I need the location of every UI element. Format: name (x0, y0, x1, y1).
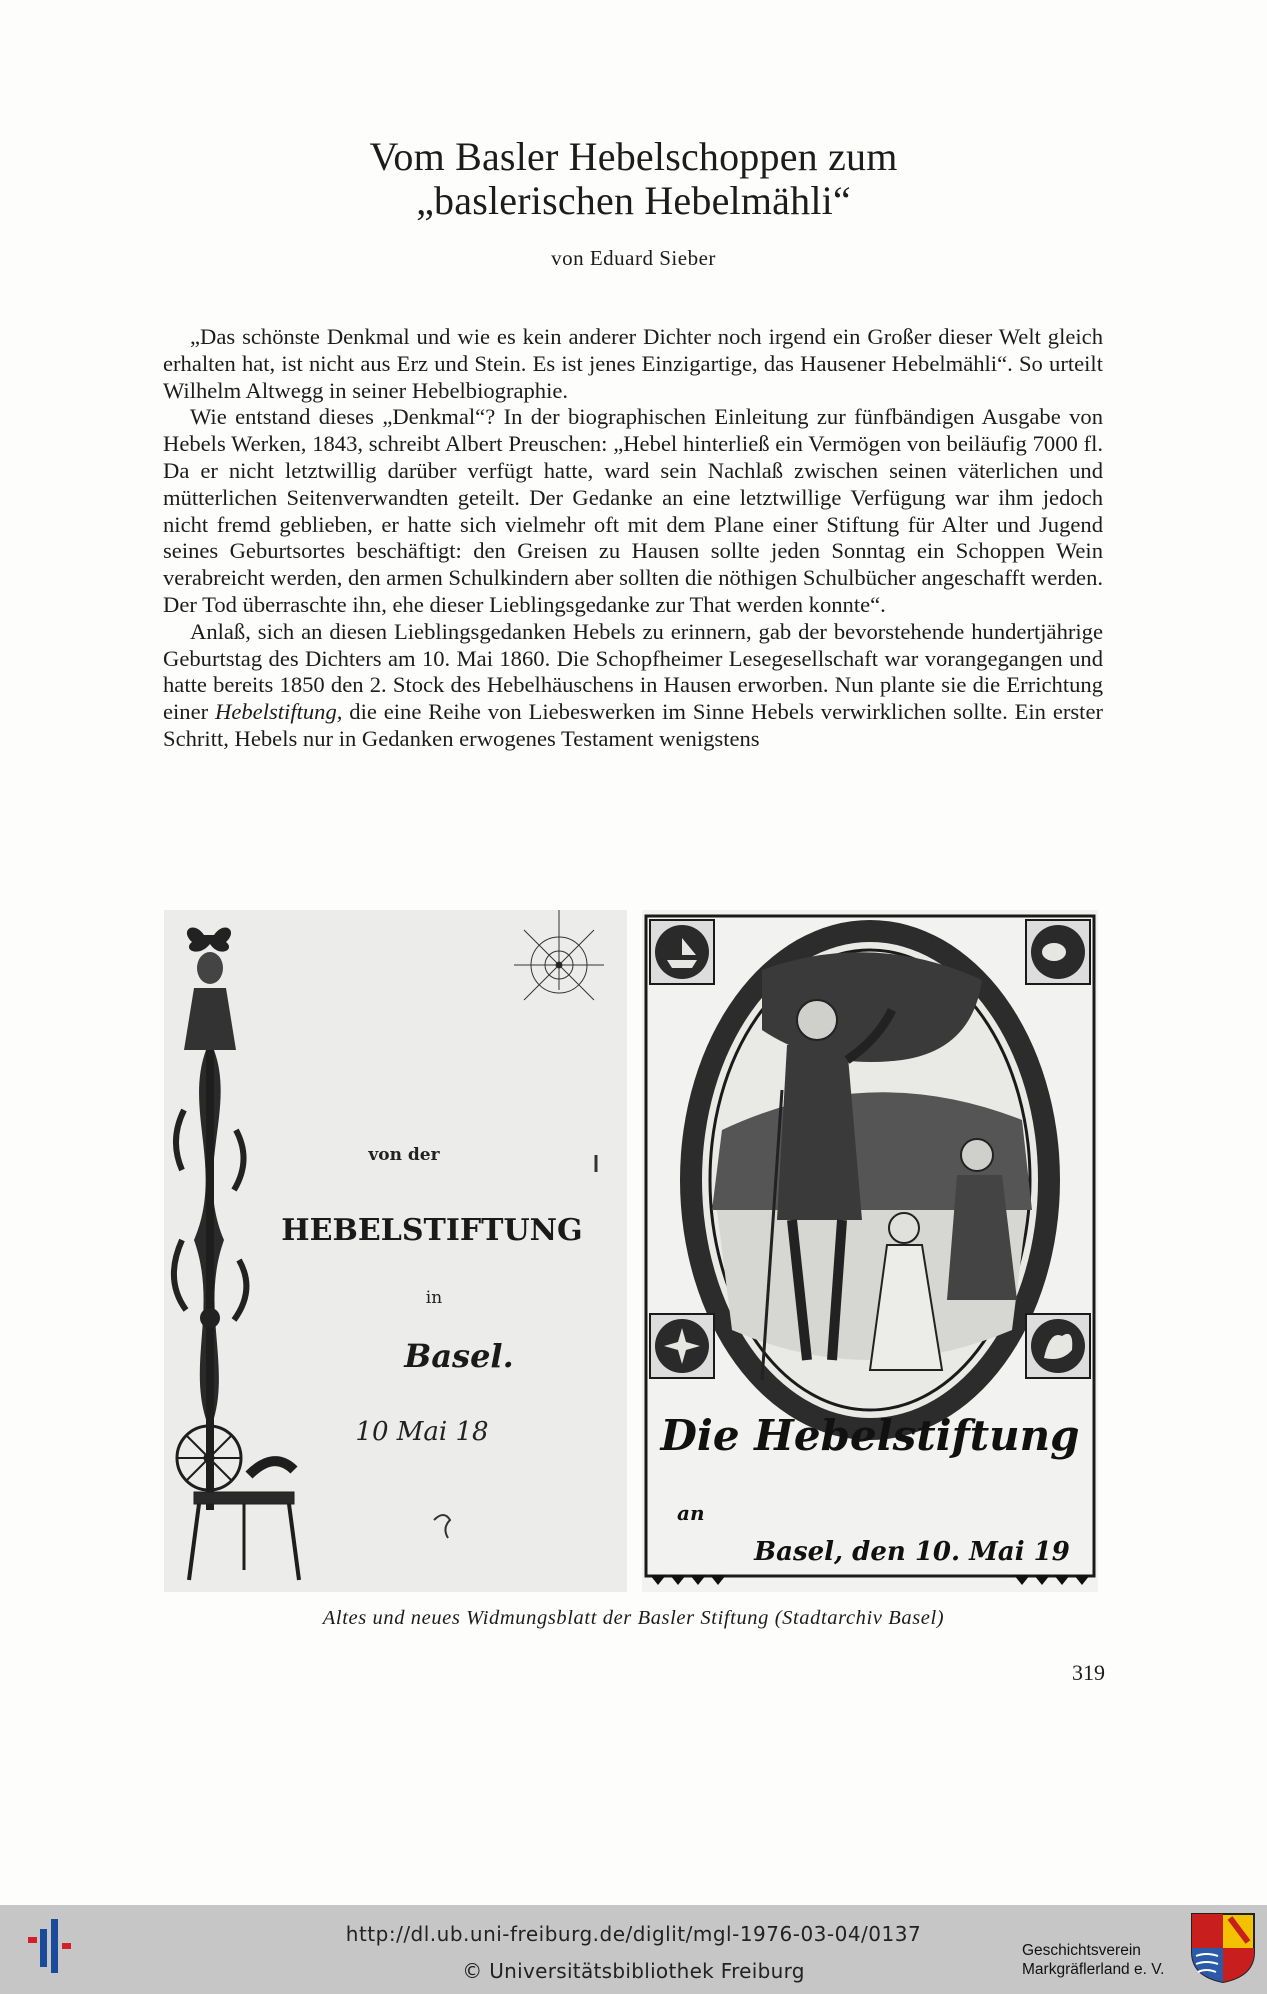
figure-caption: Altes und neues Widmungsblatt der Basler Stiftung (Stadtarchiv Basel) (322, 1607, 945, 1629)
new-sheet-title: Die Hebelstiftung (660, 1411, 1080, 1460)
medallion-ship-icon (650, 920, 714, 984)
article-body (163, 324, 1103, 753)
old-sheet-line-2: HEBELSTIFTUNG (281, 1213, 583, 1248)
coat-of-arms-icon (1190, 1912, 1256, 1984)
new-sheet-an: an (677, 1501, 705, 1525)
article-title-line-2: „baslerischen Hebelmähli“ (416, 178, 851, 223)
article-author: von Eduard Sieber (551, 246, 716, 270)
paragraph-3-emphasis: Hebelstiftung, (215, 699, 343, 725)
footer-copyright: © Universitätsbibliothek Freiburg (462, 1959, 805, 1983)
medallion-dog-icon (1026, 920, 1090, 984)
old-sheet-line-3: in (425, 1288, 443, 1308)
old-sheet-line-5: 10 Mai 18 (355, 1417, 489, 1447)
footer-url-link[interactable]: http://dl.ub.uni-freiburg.de/diglit/mgl-1976-03-04/0137 (345, 1922, 922, 1946)
paragraph-2: Wie entstand dieses „Denkmal“? In der biographischen Einleitung zur fünfbändigen Ausgabe von Hebels Werken, 1843, schreibt Albert Preuschen: „Hebel hinterließ ein Vermögen von beiläufig 7000 fl. Da er nicht letztwillig darüber verfügt hatte, ward sein Nachlaß zwischen seinen väterlichen und mütterlichen Seitenverwandten geteilt. Der Gedanke an eine letztwillige Verfügung war ihm jedoch nicht fremd geblieben, er hatte sich vielmehr oft mit dem Plane einer Stiftung für Alter und Jugend seines Geburtsortes beschäftigt: den Greisen zu Hausen sollte jeden Sonntag ein Schoppen Wein verabreicht werden, den armen Schulkindern aber sollten die nöthigen Schulbücher angeschafft werden. Der Tod überraschte ihn, ehe dieser Lieblingsgedanke zur That werden konnte“. (163, 404, 1104, 617)
old-sheet-line-1: von der (368, 1145, 440, 1165)
paragraph-3-text-b: die eine Reihe von Liebeswerken im Sinne Hebels verwirklichen sollte. Ein erster Schritt, Hebels nur in Gedanken erwogenes Testament wenigstens (163, 699, 1103, 751)
paragraph-3-text-a: Anlaß, sich an diesen Lieblingsgedanken Hebels zu erinnern, gab der bevorstehende hundertjährige Geburtstag des Dichters am 10. Mai 1860. Die Schopfheimer Lesegesellschaft war vorangegangen und hatte bereits 1850 den 2. Stock des Hebelhäuschens in Hausen erworben. Nun plante sie die Errichtung einer (163, 618, 1103, 725)
old-sheet-line-4: Basel. (404, 1337, 514, 1375)
article-title-line-1: Vom Basler Hebelschoppen zum (369, 134, 898, 179)
medallion-star-icon (650, 1314, 714, 1378)
page-number: 319 (1072, 1660, 1105, 1685)
footer-org-line-1: Geschichtsverein (1022, 1942, 1141, 1959)
new-dedication-sheet-image (642, 910, 1098, 1592)
medallion-rooster-icon (1026, 1314, 1090, 1378)
paragraph-1: „Das schönste Denkmal und wie es kein anderer Dichter noch irgend ein Großer dieser Welt gleich erhalten hat, ist nicht aus Erz und Stein. Es ist jenes Einzigartige, das Hausener Hebelmähli“. So urteilt Wilhelm Altwegg in seiner Hebelbiographie. (163, 324, 1103, 403)
footer-organization (1022, 1941, 1164, 1979)
paragraph-3 (163, 619, 1103, 753)
new-sheet-date: Basel, den 10. Mai 19 (754, 1537, 1070, 1567)
footer-org-line-2: Markgräflerland e. V. (1022, 1961, 1165, 1978)
old-dedication-sheet-image (164, 910, 627, 1592)
